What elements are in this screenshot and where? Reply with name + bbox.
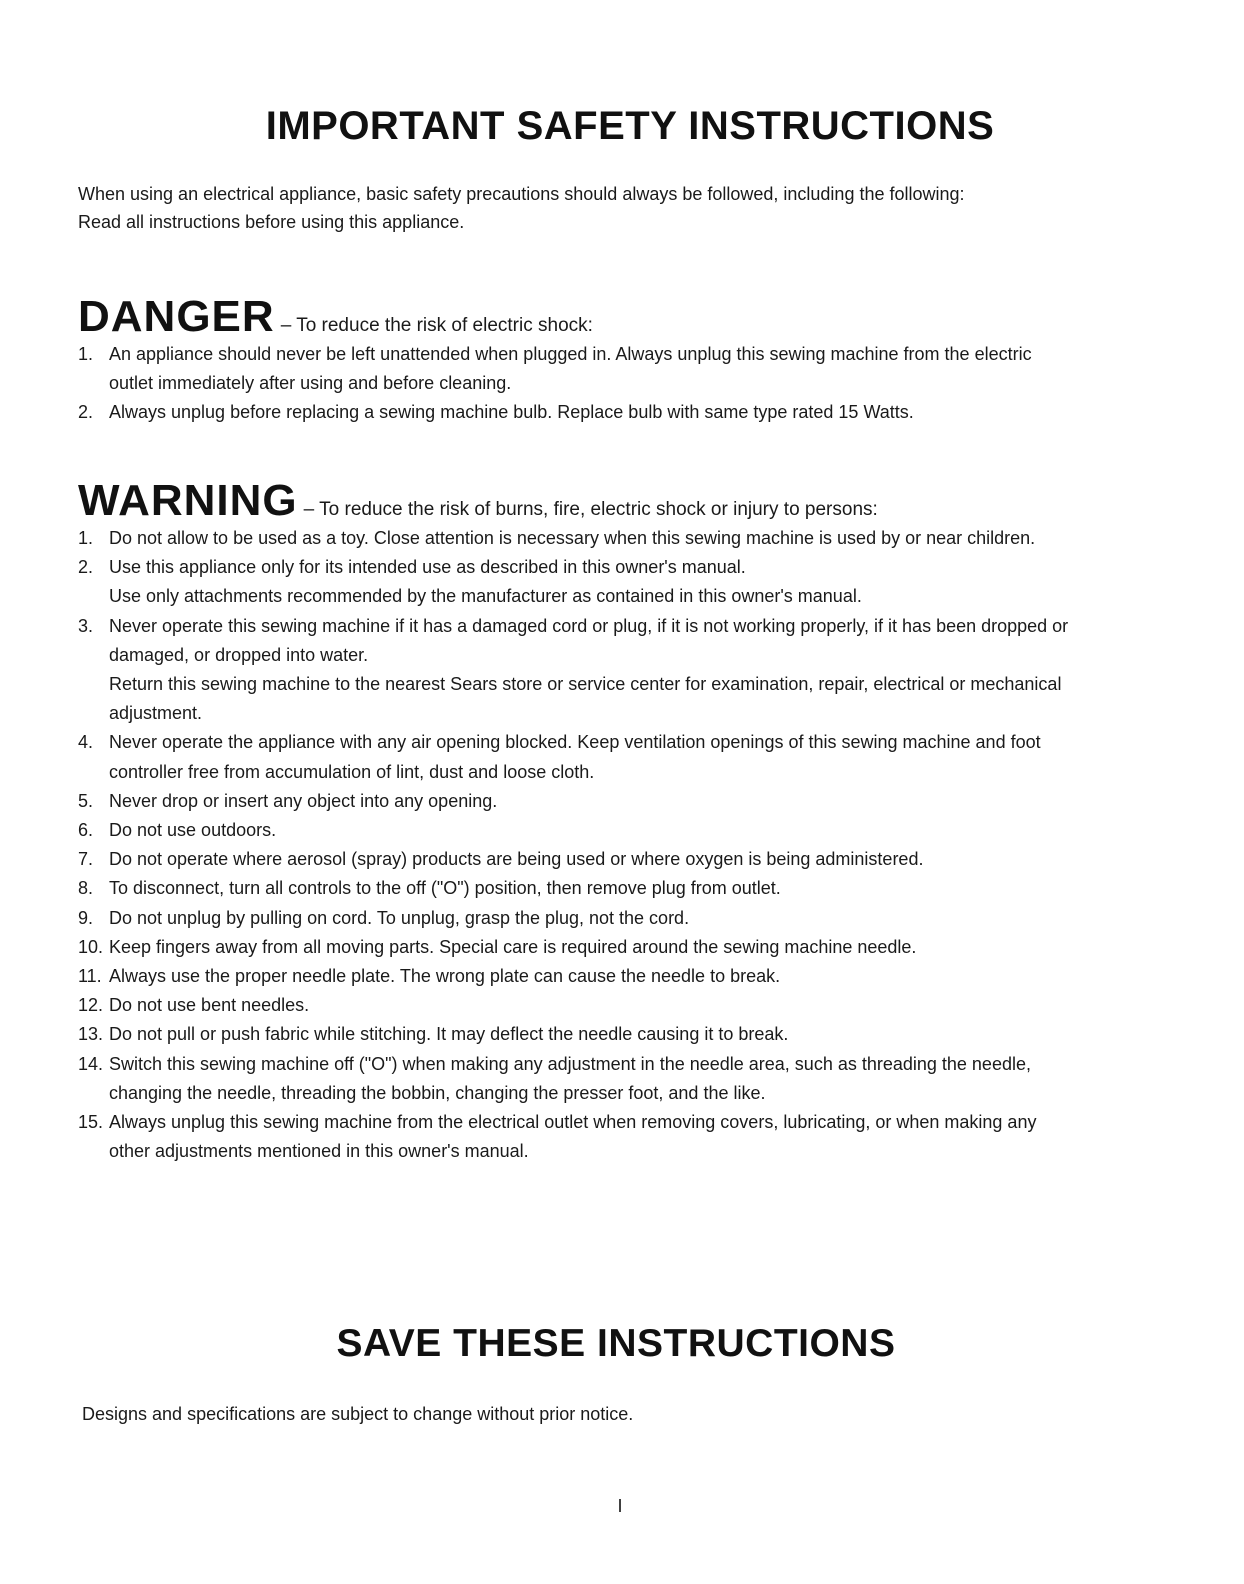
item-text-line: damaged, or dropped into water. <box>109 644 369 665</box>
item-number: 5. <box>78 790 94 811</box>
item-text-line: other adjustments mentioned in this owner's manual. <box>109 1141 529 1162</box>
list-item <box>78 524 1188 553</box>
item-text-line: To disconnect, turn all controls to the off ("O") position, then remove plug from outlet. <box>109 878 781 899</box>
item-text-line: outlet immediately after using and before cleaning. <box>109 373 512 394</box>
item-number: 10. <box>78 936 104 957</box>
list-item <box>78 728 1188 786</box>
item-number: 1. <box>78 344 94 364</box>
item-text-line: Return this sewing machine to the nearest Sears store or service center for examination, repair, electrical or mechanical <box>109 674 1062 695</box>
list-item <box>78 1108 1188 1166</box>
list-item <box>78 816 1188 845</box>
list-item <box>78 612 1188 729</box>
item-text-line: Do not operate where aerosol (spray) products are being used or where oxygen is being administered. <box>109 849 924 870</box>
list-item <box>78 962 1188 991</box>
item-text-line: Use only attachments recommended by the manufacturer as contained in this owner's manual. <box>109 586 862 607</box>
list-item <box>78 340 1188 398</box>
item-text-line: Switch this sewing machine off ("O") when making any adjustment in the needle area, such as threading the needle, <box>109 1053 1031 1074</box>
danger-subheading: – To reduce the risk of electric shock: <box>280 315 593 336</box>
item-number: 7. <box>78 849 94 870</box>
page-number: I <box>617 1496 623 1516</box>
page-title: IMPORTANT SAFETY INSTRUCTIONS <box>265 104 995 148</box>
item-text-line: Always use the proper needle plate. The wrong plate can cause the needle to break. <box>109 966 781 987</box>
item-number: 14. <box>78 1053 104 1074</box>
intro-line: Read all instructions before using this appliance. <box>78 212 465 232</box>
intro-paragraph <box>78 180 1178 236</box>
warning-subheading: – To reduce the risk of burns, fire, electric shock or injury to persons: <box>303 499 878 520</box>
item-text-line: Do not unplug by pulling on cord. To unplug, grasp the plug, not the cord. <box>109 907 690 928</box>
item-text-line: Never drop or insert any object into any opening. <box>109 790 498 811</box>
list-item <box>78 874 1188 903</box>
item-number: 13. <box>78 1024 104 1045</box>
item-number: 15. <box>78 1112 104 1133</box>
warning-heading <box>78 476 878 526</box>
item-text-line: adjustment. <box>109 703 203 724</box>
item-number: 12. <box>78 995 104 1016</box>
item-text-line: controller free from accumulation of lint, dust and loose cloth. <box>109 761 595 782</box>
item-number: 4. <box>78 732 94 753</box>
item-number: 8. <box>78 878 94 899</box>
change-notice: Designs and specifications are subject to change without prior notice. <box>82 1404 634 1424</box>
intro-line: When using an electrical appliance, basic safety precautions should always be followed, including the following: <box>78 184 965 204</box>
item-number: 2. <box>78 402 94 423</box>
item-text-line: Never operate this sewing machine if it has a damaged cord or plug, if it is not working properly, if it has been dropped or <box>109 615 1069 636</box>
warning-list <box>78 524 1188 1166</box>
item-number: 2. <box>78 557 94 578</box>
list-item <box>78 1050 1188 1108</box>
danger-heading <box>78 292 593 342</box>
item-text-line: Do not pull or push fabric while stitching. It may deflect the needle causing it to break. <box>109 1024 789 1045</box>
item-text-line: Use this appliance only for its intended use as described in this owner's manual. <box>109 557 746 578</box>
save-instructions-title: SAVE THESE INSTRUCTIONS <box>336 1322 896 1365</box>
list-item <box>78 933 1188 962</box>
list-item <box>78 904 1188 933</box>
item-text-line: Do not use outdoors. <box>109 820 277 841</box>
list-item <box>78 991 1188 1020</box>
danger-list <box>78 340 1188 428</box>
item-text-line: changing the needle, threading the bobbin, changing the presser foot, and the like. <box>109 1082 766 1103</box>
item-text-line: Never operate the appliance with any air opening blocked. Keep ventilation openings of this sewing machine and foot <box>109 732 1041 753</box>
item-number: 3. <box>78 615 94 636</box>
list-item <box>78 787 1188 816</box>
item-number: 11. <box>78 966 102 987</box>
item-number: 6. <box>78 820 94 841</box>
item-text-line: Do not use bent needles. <box>109 995 310 1016</box>
list-item <box>78 1020 1188 1049</box>
warning-label: WARNING <box>78 476 298 525</box>
item-text-line: Do not allow to be used as a toy. Close attention is necessary when this sewing machine is used by or near children. <box>109 528 1036 548</box>
list-item <box>78 398 1188 427</box>
item-number: 1. <box>78 528 94 548</box>
item-number: 9. <box>78 907 94 928</box>
item-text-line: Keep fingers away from all moving parts. Special care is required around the sewing machine needle. <box>109 936 917 957</box>
list-item <box>78 553 1188 611</box>
list-item <box>78 845 1188 874</box>
item-text-line: An appliance should never be left unattended when plugged in. Always unplug this sewing machine from the electric <box>109 344 1032 364</box>
danger-label: DANGER <box>78 292 275 341</box>
item-text-line: Always unplug this sewing machine from the electrical outlet when removing covers, lubricating, or when making any <box>109 1112 1037 1133</box>
item-text-line: Always unplug before replacing a sewing machine bulb. Replace bulb with same type rated 15 Watts. <box>109 402 914 423</box>
